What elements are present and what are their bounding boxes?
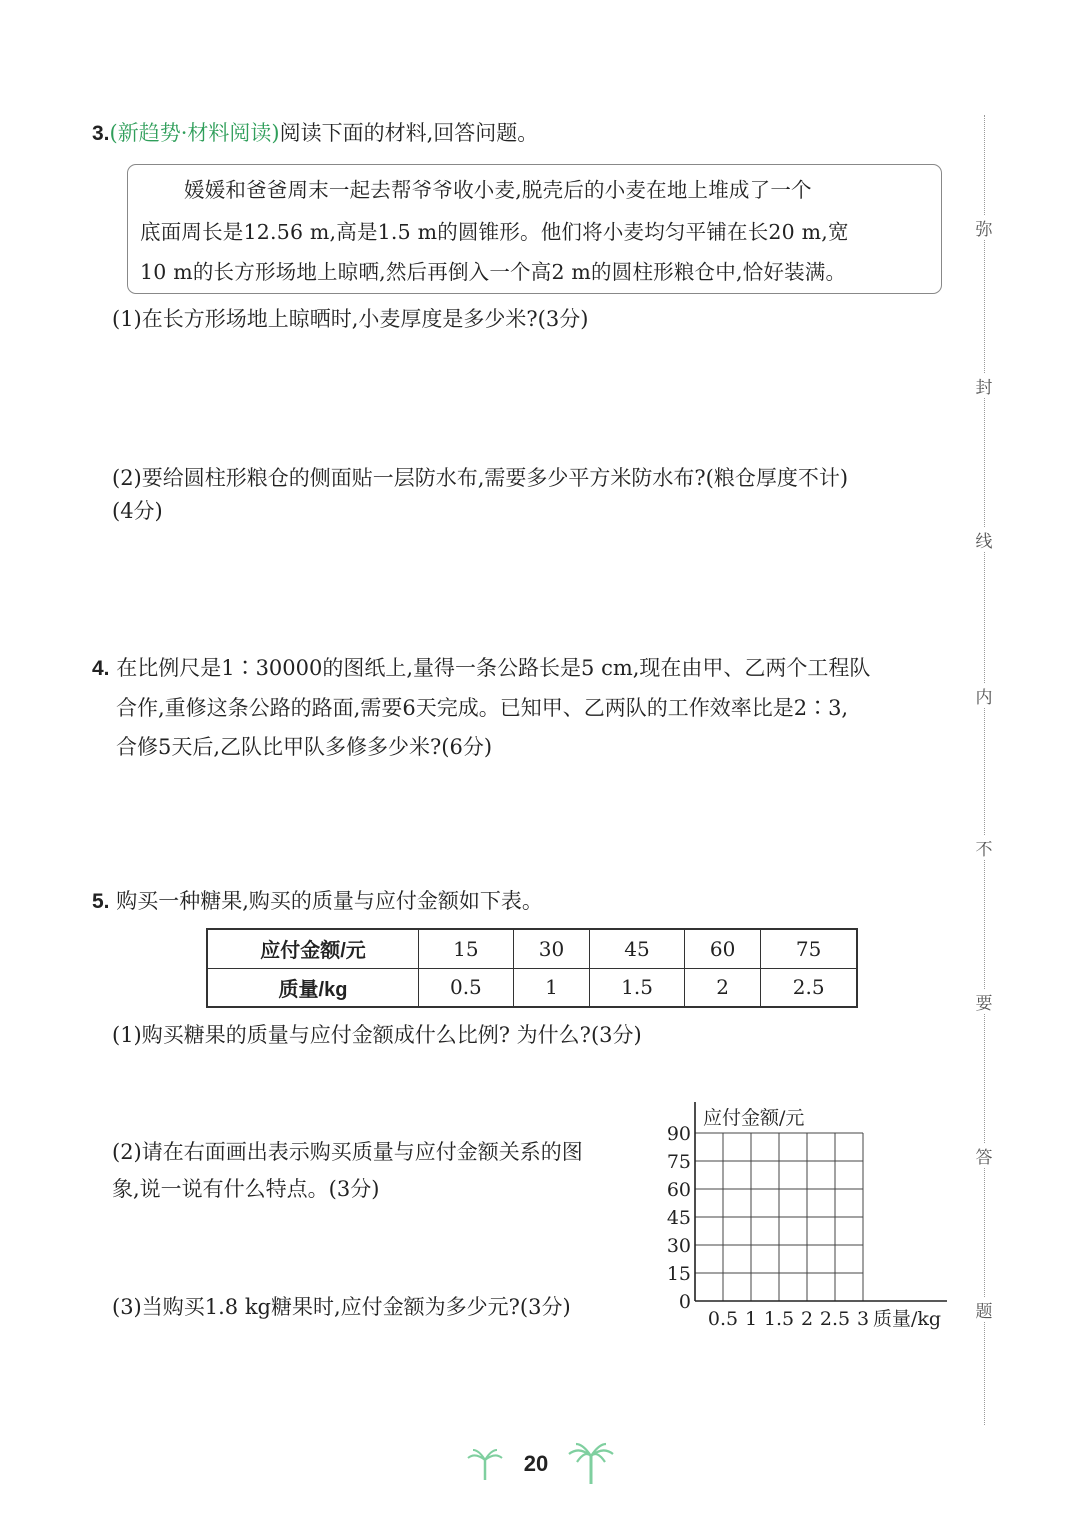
q4-line-1 xyxy=(92,653,870,684)
y-tick-label: 30 xyxy=(666,1235,691,1257)
q3-material-line-3: 10 m的长方形场地上晾晒,然后再倒入一个高2 m的圆柱形粮仓中,恰好装满。 xyxy=(140,260,847,284)
palm-tree-right-icon xyxy=(567,1442,615,1486)
chart-x-ticks xyxy=(708,1308,869,1330)
q3-sub2-line1: (2)要给圆柱形粮仓的侧面贴一层防水布,需要多少平方米防水布?(粮仓厚度不计) xyxy=(112,466,849,490)
chart-axes xyxy=(695,1102,947,1301)
q4-line-3: 合修5天后,乙队比甲队多修多少米?(6分) xyxy=(116,735,493,759)
margin-char: 线 xyxy=(970,527,998,552)
x-tick-label: 2 xyxy=(800,1308,814,1330)
table-cell: 60 xyxy=(684,929,760,968)
table-cell: 1 xyxy=(513,968,589,1007)
page-number: 20 xyxy=(523,1451,549,1476)
y-tick-label: 45 xyxy=(666,1207,691,1229)
table-cell: 0.5 xyxy=(419,968,514,1007)
table-row xyxy=(207,968,857,1007)
chart-x-label: 质量/kg xyxy=(873,1308,942,1330)
x-tick-label: 2.5 xyxy=(819,1308,851,1330)
table-cell: 2.5 xyxy=(761,968,857,1007)
q3-material-box xyxy=(127,164,942,294)
page-footer xyxy=(0,1442,1080,1486)
q4-text-1: 在比例尺是1∶30000的图纸上,量得一条公路长是5 cm,现在由甲、乙两个工程队 xyxy=(116,656,871,680)
x-tick-label: 1 xyxy=(744,1308,758,1330)
table-row-header: 质量/kg xyxy=(207,968,419,1007)
margin-char: 封 xyxy=(970,373,998,398)
x-tick-label: 1.5 xyxy=(763,1308,795,1330)
margin-char: 不 xyxy=(970,835,998,860)
q3-material-line-1: 媛媛和爸爸周末一起去帮爷爷收小麦,脱壳后的小麦在地上堆成了一个 xyxy=(184,178,812,202)
q4-line-2: 合作,重修这条公路的路面,需要6天完成。已知甲、乙两队的工作效率比是2∶3, xyxy=(116,696,849,720)
q5-number: 5. xyxy=(92,890,110,913)
q3-number: 3. xyxy=(92,122,110,145)
y-tick-label: 60 xyxy=(666,1179,691,1201)
table-cell: 15 xyxy=(419,929,514,968)
chart-y-ticks xyxy=(667,1123,691,1313)
q5-stem: 购买一种糖果,购买的质量与应付金额如下表。 xyxy=(116,889,543,913)
q4-number: 4. xyxy=(92,657,110,680)
q3-sub1: (1)在长方形场地上晾晒时,小麦厚度是多少米?(3分) xyxy=(112,307,589,331)
margin-char: 弥 xyxy=(970,215,998,240)
chart-grid xyxy=(695,1133,863,1301)
q3-tag: (新趋势·材料阅读) xyxy=(109,121,280,145)
margin-char: 内 xyxy=(970,683,998,708)
palm-tree-left-icon xyxy=(465,1446,505,1482)
seal-line-margin xyxy=(962,115,1006,1425)
q5-heading xyxy=(92,886,543,917)
table-cell: 1.5 xyxy=(590,968,685,1007)
q3-stem: 阅读下面的材料,回答问题。 xyxy=(279,121,539,145)
q5-sub2-line2: 象,说一说有什么特点。(3分) xyxy=(112,1177,380,1201)
y-tick-label: 0 xyxy=(678,1291,691,1313)
seal-dashed-line xyxy=(984,115,985,1425)
price-weight-grid-chart[interactable] xyxy=(655,1098,955,1338)
y-tick-label: 75 xyxy=(666,1151,691,1173)
table-cell: 45 xyxy=(590,929,685,968)
x-tick-label: 3 xyxy=(856,1308,870,1330)
chart-y-label: 应付金额/元 xyxy=(703,1107,805,1129)
x-tick-label: 0.5 xyxy=(707,1308,739,1330)
margin-char: 题 xyxy=(970,1297,998,1322)
table-row-header: 应付金额/元 xyxy=(207,929,419,968)
q3-sub2-line2: (4分) xyxy=(112,499,163,523)
table-cell: 2 xyxy=(684,968,760,1007)
table-cell: 30 xyxy=(513,929,589,968)
table-cell: 75 xyxy=(761,929,857,968)
margin-char: 答 xyxy=(970,1143,998,1168)
q3-heading xyxy=(92,118,538,149)
table-row xyxy=(207,929,857,968)
y-tick-label: 15 xyxy=(666,1263,691,1285)
margin-char: 要 xyxy=(970,989,998,1014)
q5-sub1: (1)购买糖果的质量与应付金额成什么比例? 为什么?(3分) xyxy=(112,1023,642,1047)
y-tick-label: 90 xyxy=(666,1123,691,1145)
price-weight-table xyxy=(206,928,858,1008)
q5-sub3: (3)当购买1.8 kg糖果时,应付金额为多少元?(3分) xyxy=(112,1295,571,1319)
q5-sub2-line1: (2)请在右面画出表示购买质量与应付金额关系的图 xyxy=(112,1140,583,1164)
q3-material-line-2: 底面周长是12.56 m,高是1.5 m的圆锥形。他们将小麦均匀平铺在长20 m,宽 xyxy=(140,220,849,244)
